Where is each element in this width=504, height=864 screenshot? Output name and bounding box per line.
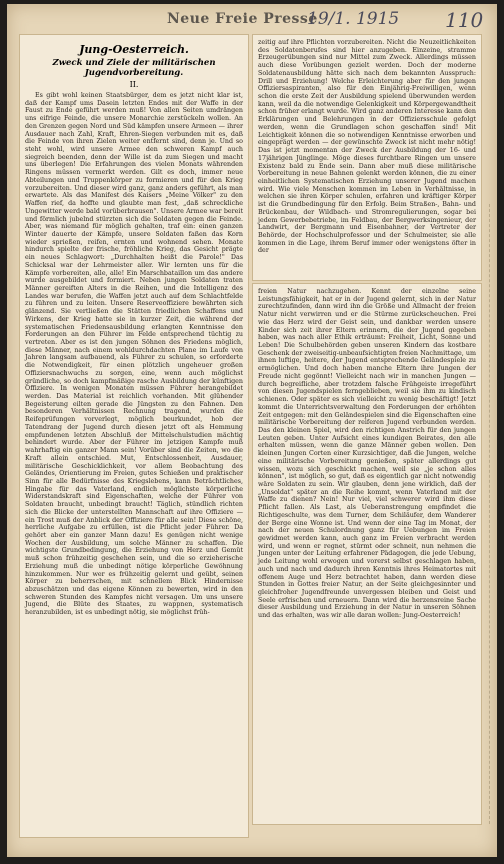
masthead — [7, 4, 497, 34]
article-headline: Jung-Oesterreich. — [79, 43, 189, 56]
newspaper-name: Neue Freie Presse — [167, 11, 318, 27]
article-body-right-top — [258, 39, 476, 255]
article-body-left — [25, 92, 243, 617]
clipping-right-bottom — [252, 283, 482, 825]
clipping-fade — [253, 254, 481, 280]
clipping-left-column — [19, 34, 249, 838]
clipping-fade — [20, 811, 248, 837]
article-body-right-bottom — [258, 288, 476, 620]
archive-number: 110 — [445, 8, 484, 32]
left-column-text: Es gibt wohl keinen Staatsbürger, dem es jetzt nicht klar ist, daß der Kampf ums Dasein letzten Endes mit der Waffe in der Faust zu Ende geführt werden muß! Von allen Seiten umdrängen uns eifrige Feinde, die unsere Monarchie zerstückeln wollen. An den Grenzen gegen Nord und Süd kämpfen unsere Armeen — ihrer Ausdauer nach Zahl, Kraft, Ehren-Siegen verbunden mit es, daß die Feinde von ihren Zielen weiter entfernt sind, denn je. Und so steht wohl, wird unsere Armee den schweren Kampf auch siegreich beenden, denn der Wille ist da zum Siegen und macht uns überlegen! Die Erfahrungen des vielen Monats währenden Ringens müssen vermerkt werden. Gilt es doch, immer neue Abteilungen und Truppenkörper zu formieren und für den Krieg vorzubereiten. Und dieser wird ganz, ganz anders geführt, als man erwartete. Als das Manifest des Kaisers „Meine Völker" zu den Waffen rief, da hoffte und glaubte man fest, „daß schreckliche Ungewitter werde bald vorüberbrausen". Unsere Armee war bereit und förmlich jubelnd stürzten sich die Soldaten gegen die Feinde. Aber, was niemand für möglich gehalten, traf ein: einen ganzen Winter dauerte der Kämpfe, unsere Soldaten faßen das Korn wieder sprießen, reifen, ernten und wohnend sehen. Monate hindurch spielte der frische, fröhliche Krieg, das Gesicht prägte ein neues Schlagwort: „Durchhalten heißt die Parole!" Das Schicksal war der Lehrmeister aller. Wir lernten uns für die Kämpfe vorbereiten, alle, alle! Ein Marschbataillon um das andere wurde ausgebildet und formiert. Neben jungen Soldaten traten Männer gereiften Alters in die Reihen, und die Intelligenz des Landes war berufen, die Waffen jetzt auch auf dem Schlachtfelde zu führen und zu leiten. Unsere Reserveoffiziere bewährten sich glänzend. Sie vertließen die Stätten friedlichen Schaffens und Wirkens, der Krieg hatte sie in kurzer Zeit, die während der systematischen Friedensausbildung erlangten Kenntnisse den Forderungen an den Führer im Felde entsprechend tüchtig zu vertreten. Aber es ist den jungen Söhnen des Friedens möglich, diese Männer, nach einem wohldurchdachten Plane im Laufe von Jahren langsam aufbauend, als Führer zu schulen, so erforderte die Notwendigkeit, für einen plötzlich ungeheuer großen Offiziersnachwuchs zu sorgen, eine, wenn auch möglichst gründliche, so doch kampfmäßige rasche Ausbildung der künftigen Offiziere. In wenigen Monaten müssen Führer herangebildet werden. Das Material ist reichlich vorhanden. Mit glühender Begeisterung eilten gerade die Jüngsten zu den Fahnen. Den besonderen Verhältnissen Rechnung tragend, wurden die Reifeprüfungen vorverlegt, möglich beurkundet, hob der Tatendrang der Jugend durch diesen jetzt oft als Hemmung empfundenen letzten Abschluß der Mittelschulstudien mächtig behindert wurde. Aber der Führer im jetzigen Kampfe muß wahrhaftig ein ganzer Mann sein! Vorüber sind die Zeiten, wo die Kraft allein entschied. Mut, Entschlossenheit, Ausdauer, militärische Geschicklichkeit, vor allem Beobachtung des Geländes, Orientierung im Freien, gutes Schießen und praktischer Sinn für alle Bedürfnisse des Kriegslebens, kann Beträchtliches, Hingabe für das Vaterland, endlich möglichste körperliche Widerstandskraft sind Eigenschaften, welche der Führer von Soldaten braucht, unbedingt braucht! Täglich, stündlich richten sich die Blicke der unterstellten Mannschaft auf ihre Offiziere — ein Trost muß der Anblick der Offiziere für alle sein! Diese schöne, herrliche Aufgabe zu erfüllen, ist die Pflicht jeder Führer. Da gehört aber ein ganzer Mann dazu! Es genügen nicht wenige Wochen der Ausbildung, um solche Männer zu schaffen. Die wichtigste Grundbedingung, die Erziehung von Herz und Gemüt muß schon frühzeitig geschehen sein, und die so erzieherische Erziehung muß die unbedingt nötige körperliche Gewöhnung hinzukommen. Nur wer es frühzeitig gelernt und geübt, seinen Körper zu beherrschen, mit schnellem Blick Hindernisse abzuschätzen und das eigene Können zu bewerten, wird in den schweren Stunden des Kampfes nicht versagen. Um uns unsere Jugend, die Blüte des Staates, zu wappnen, systematisch heranzubilden, ist es unbedingt nötig, sie möglichst früh- — [25, 92, 243, 617]
clipping-fade — [253, 798, 481, 824]
margin-fold-line — [489, 204, 495, 824]
archive-sheet — [7, 4, 497, 857]
right-bottom-text: freien Natur nachzugehen. Kennt der einzelne seine Leistungsfähigkeit, hat er in der Jugend gelernt, sich in der Natur zurechtzufinden, dann wird ihn die Größe und Allmacht der freien Natur nicht verwirren und er die Stürme zurückscheuchen. Frei wie das Herz wird der Geist sein, und dankbar werden unsere Kinder sich zeit ihrer Eltern erinnern, die der Jugend gegeben haben, was nach aller Ethik erträumt: Freiheit, Licht, Sonne und Leben! Die Schulbehörden geben unseren Kindern das kostbare Geschenk der zweiseitig-unbeaufsichtigten freien Nachmittage, um ihnen luftige, heitere, der Jugend entsprechende Geländespiele zu ermöglichen. Und doch haben manche Eltern ihre Jungen der Freude nicht gegönnt! Vielleicht nach wir in manchen Jungen — durch begreifliche, aber trotzdem falsche Frühgeiste irregeführt von diesen Jugendspielen ferngeblieben, weil sie ihm zu kindisch schienen. Oder später es sich vielleicht zu wenig beschäftigt! Jetzt kommt die Unterrichtsverwaltung den Forderungen der erhöhten Zeit entgegen: mit den Geländespielen sind die Eigenschaften eine militärische Vorbereitung der reiferen Jugend verbunden werden. Das den kleinen Spiel, wird den richtigen Anstrich für den jungen Leuten geben. Unter Aufsicht eines kundigen Beirates, den alle erhalten müssen, wenn die ganze Männer geben wollen. Den kleinen Jungen Corten einer Kurzsichtiger, daß die Jungen, welche eine militärische Vorbereitung genießen, später allerdings gut wissen, wozu sich geschickt machen, weil sie „je schon alles können", ist möglich, so gut, daß es eigentlich gar nicht notwendig wäre Soldaten zu sein. Wir glauben, denn jene wirklich, daß der „Unsoldat" später an die Reihe kommt, wenn Vaterland mit der Waffe zu dienen? Nein! Nur viel, viel schwerer wird ihm diese Pflicht fallen. Als Last, als Ueberanstrengung empfindet die Richtigeschulte, was dem Turner, dem Schiläufer, dem Wanderer der Berge eine Wonne ist. Und wenn der eine Tag im Monat, der nach der neuen Schulordnung ganz für Uebungen im Freien gewidmet werden kann, auch ganz im Freien verbracht werden wird, und wenn er regnet, stürmt oder schneit, nun nehmen die Jungen unter der Leitung erfahrener Pädagogen, die jede Uebung, jede Leitung wohl erwogen und vorerst selbst geschlagen haben, auch und nach und dadurch ihren Kenntnis ihres Heimatortes mit offenem Auge und Herz betrachtet haben, dann werden diese Stunden in Gottes freier Natur, an der Seite gleichgesinnter und gleichfroher Jugendfreunde unvergessen bleiben und Geist und Seele erfrischen und erneuern. Dann wird die herzensreine Sache dieser Ausbildung und Erziehung in der Natur in unseren Söhnen und das erhalten, was wir alle daran wollen: Jung-Oesterreich! — [258, 288, 476, 620]
article-subtitle: Zweck und Ziele der militärischen Jugendvorbereitung. — [52, 58, 216, 78]
article-part-number: II. — [129, 80, 139, 89]
right-top-text: zeitig auf ihre Pflichten vorzubereiten. Nicht die Neuzeitlichkeiten des Soldatenberufes sind hier anzugeben. Einzeine, stramme Erzeugerübungen sind nur Mittel zum Zweck. Allerdings müssen auch diese Vorübungen gezielt werden. Doch der moderne Soldatenausbildung hätte sich nach dem bekannten Ausspruch: Drill und Erziehung! Welche Erleichterung aber für den jungen Offiziersaspiranten, also für den Einjährig-Freiwilligen, wenn schon die erste Zeit der Ausbildung spielend überwunden werden kann, weil da die notwendige Gelenkigkeit und Körpergewandtheit schon früher erlangt wurde. Wird ganz anderen Interesse kann den Erklärungen und Belehrungen in der Offiziersschule gefolgt werden, wenn die Grundlagen schon geschaffen sind! Mit Leichtigkeit können die so notwendigen Kenntnisse erworben und eingeprägt werden — der gewünschte Zweck ist nicht mehr nötig! Das ist jetzt momentan der Zweck der Ausbildung der 16- und 17jährigen Jünglinge. Möge dieses furchtbare Ringen um unsere Existenz bald zu Ende sein. Dann aber muß diese militärische Vorbereitung in neue Bahnen gelenkt werden können, die zu einer einheitlichen Systematischen Erziehung unserer Jugend machen wird. Wie viele Menschen kommen im Leben in Verhältnisse, in welchen sie ihren Körper schulen, erfahren und kräftiger Körper ist die Grundbedingung für den Erfolg. Beim Straßen-, Bahn- und Brückenbau, der Wildbach- und Stromregulierungen, sogar bei jedem Gewerbebetriebe, im Feldbau, der Bergwerksingenieur, der Landwirt, der Bergmann und Eisenbahner, der Vertreter der Behörde, der Hochschulprofessor und der Schulmeister, sie alle kommen in die Lage, ihrem Beruf immer oder wenigstens öfter in der — [258, 39, 476, 255]
clipping-right-top — [252, 34, 482, 281]
handwritten-date: 19/1. 1915 — [307, 9, 400, 29]
